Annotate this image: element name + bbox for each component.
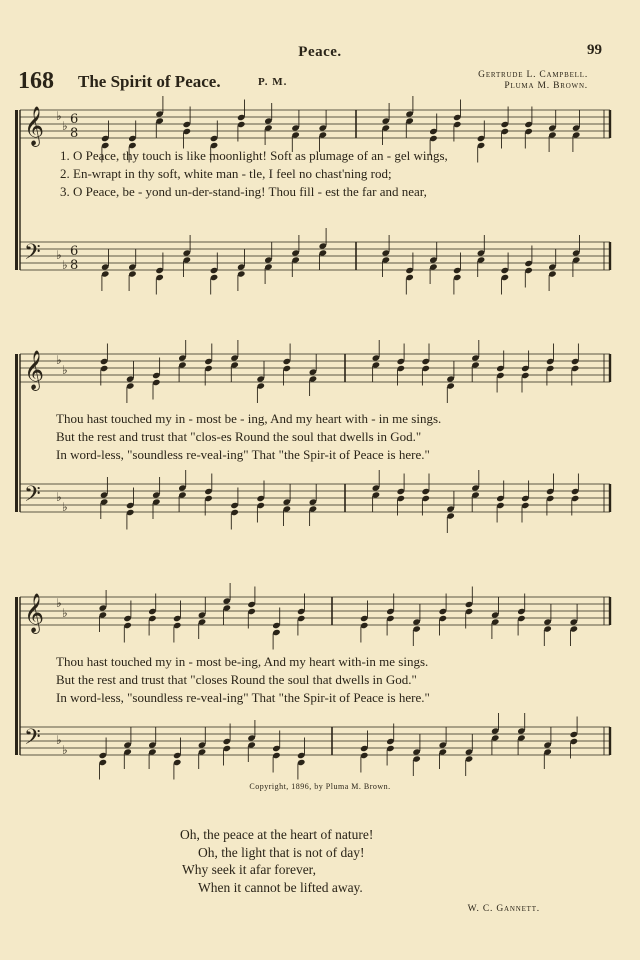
system-1-flat-icon: ♭ bbox=[62, 119, 68, 133]
system-3-flat-icon: ♭ bbox=[56, 733, 62, 747]
lyric-line-s3-v2: But the rest and trust that "closes Round the soul that dwells in God." bbox=[56, 672, 417, 687]
section-title: Peace. bbox=[298, 44, 342, 60]
system-1-time-sig-top: 6 bbox=[70, 244, 79, 259]
page-number: 99 bbox=[587, 42, 602, 58]
composer-credit: Pluma M. Brown. bbox=[504, 81, 588, 91]
system-1-flat-icon: ♭ bbox=[62, 258, 68, 272]
poem-line: Oh, the peace at the heart of nature! bbox=[180, 827, 374, 842]
system-1-time-sig-bottom: 8 bbox=[70, 258, 79, 273]
system-2-treble-clef-icon: 𝄞 bbox=[24, 350, 45, 390]
system-1-time-sig-bottom: 8 bbox=[70, 126, 79, 141]
poem-line: When it cannot be lifted away. bbox=[198, 879, 363, 895]
lyric-line-s2-v1: Thou hast touched my in - most be - ing, And my heart with - in me sings. bbox=[56, 411, 442, 426]
system-2-flat-icon: ♭ bbox=[62, 363, 68, 377]
system-3-flat-icon: ♭ bbox=[56, 596, 62, 610]
system-1-treble-clef-icon: 𝄞 bbox=[24, 106, 45, 146]
system-1-flat-icon: ♭ bbox=[56, 109, 62, 123]
system-3-brace bbox=[15, 597, 18, 755]
system-3-bass-clef-icon: 𝄢 bbox=[24, 725, 41, 755]
system-1-flat-icon: ♭ bbox=[56, 248, 62, 262]
system-2-flat-icon: ♭ bbox=[62, 500, 68, 514]
hymn-title: The Spirit of Peace. bbox=[78, 72, 221, 91]
system-2-bass-clef-icon: 𝄢 bbox=[24, 482, 41, 512]
poem bbox=[180, 826, 373, 896]
system-3-flat-icon: ♭ bbox=[62, 606, 68, 620]
lyric-line-s1-v2: 2. En-wrapt in thy soft, white man - tle, I feel no chast'ning rod; bbox=[60, 166, 392, 181]
lyric-line-s3-v1: Thou hast touched my in - most be-ing, And my heart with-in me sings. bbox=[56, 654, 429, 669]
system-3-treble-clef-icon: 𝄞 bbox=[24, 593, 45, 633]
lyricist-credit: Gertrude L. Campbell. bbox=[478, 70, 588, 80]
system-1-time-sig-top: 6 bbox=[70, 112, 79, 127]
poem-author: W. C. Gannett. bbox=[467, 904, 540, 914]
system-1-brace bbox=[15, 110, 18, 270]
hymn-meter: P. M. bbox=[258, 76, 288, 88]
system-2-brace bbox=[15, 354, 18, 512]
lyric-line-s2-v2: But the rest and trust that "clos-es Round the soul that dwells in God." bbox=[56, 429, 422, 444]
system-2-flat-icon: ♭ bbox=[56, 490, 62, 504]
hymn-number: 168 bbox=[18, 68, 54, 94]
lyric-line-s3-v3: In word-less, "soundless re-veal-ing" That "the Spir-it of Peace is here." bbox=[56, 690, 430, 705]
lyric-line-s1-v3: 3. O Peace, be - yond un-der-stand-ing! Thou fill - est the far and near, bbox=[60, 184, 427, 199]
poem-line: Why seek it afar forever, bbox=[182, 862, 317, 877]
copyright-notice: Copyright, 1896, by Pluma M. Brown. bbox=[249, 782, 391, 791]
system-2-flat-icon: ♭ bbox=[56, 353, 62, 367]
system-3-flat-icon: ♭ bbox=[62, 743, 68, 757]
lyric-line-s1-v1: 1. O Peace, thy touch is like moonlight! Soft as plumage of an - gel wings, bbox=[60, 148, 448, 163]
system-1-bass-clef-icon: 𝄢 bbox=[24, 240, 41, 270]
poem-line: Oh, the light that is not of day! bbox=[198, 844, 365, 860]
lyric-line-s2-v3: In word-less, "soundless re-veal-ing" That "the Spir-it of Peace is here." bbox=[56, 447, 430, 462]
